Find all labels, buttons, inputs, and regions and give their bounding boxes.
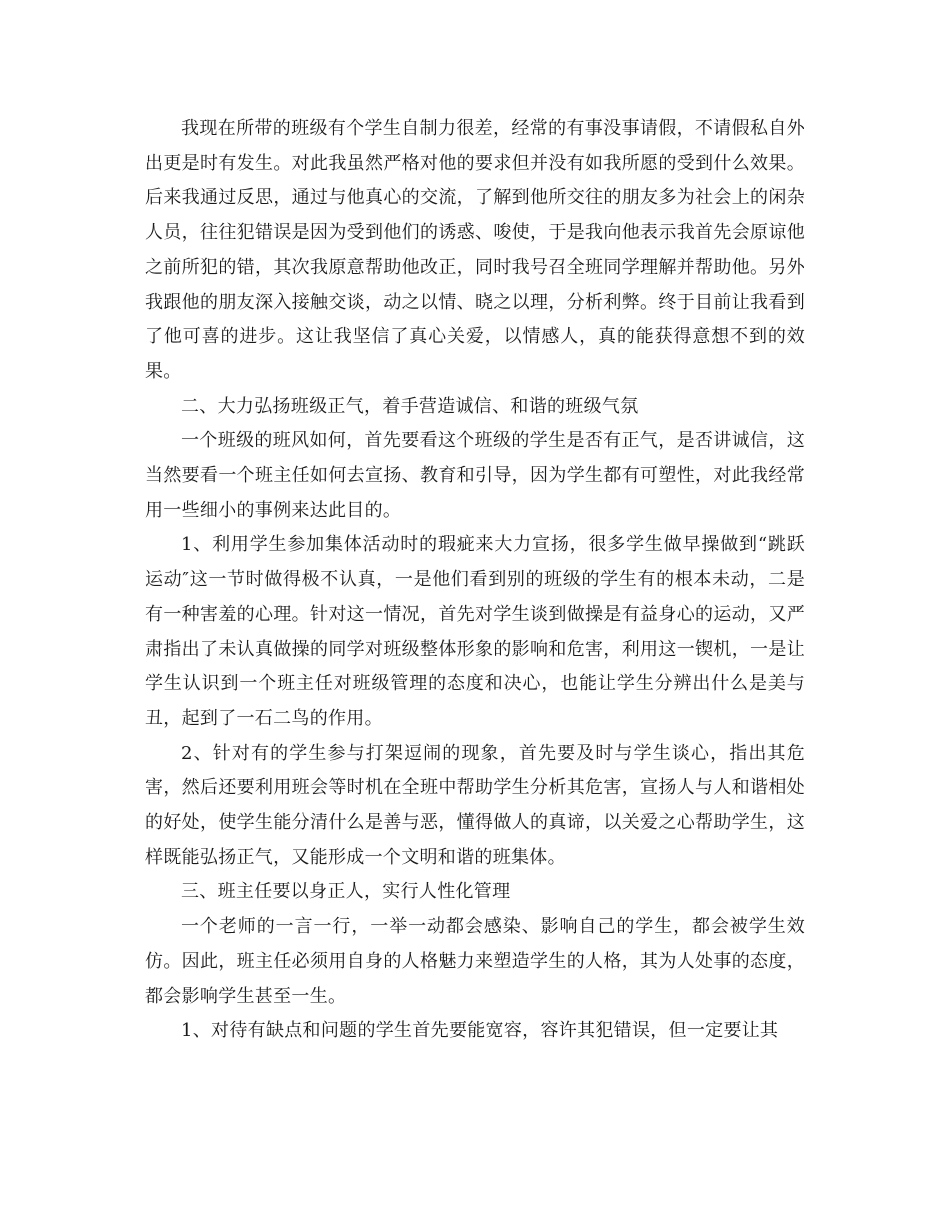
paragraph-item-one-tolerance: 1、对待有缺点和问题的学生首先要能宽容，容许其犯错误，但一定要让其	[181, 1020, 779, 1042]
paragraph-item-one-exercise: 1、利用学生参加集体活动时的瑕疵来大力宣扬，很多学生做早操做到“跳跃运动″这一节时做得极不认真，一是他们看到别的班级的学生有的根本未动，二是有一种害羞的心理。针对这一情况，首先对学生谈到做操是有益身心的运动，又严肃指出了未认真做操的同学对班级整体形象的影响和危害，利用这一锲机，一是让学生认识到一个班主任对班级管理的态度和决心，也能让学生分辨出什么是美与丑，起到了一石二鸟的作用。	[145, 534, 805, 729]
paragraph-item-two-fighting: 2、针对有的学生参与打架逗闹的现象，首先要及时与学生谈心，指出其危害，然后还要利用班会等时机在全班中帮助学生分析其危害，宣扬人与人和谐相处的好处，使学生能分清什么是善与恶，懂得做人的真谛，以关爱之心帮助学生，这样既能弘扬正气，又能形成一个文明和谐的班集体。	[145, 742, 805, 868]
paragraph-student-self-control: 我现在所带的班级有个学生自制力很差，经常的有事没事请假，不请假私自外出更是时有发生。对此我虽然严格对他的要求但并没有如我所愿的受到什么效果。后来我通过反思，通过与他真心的交流，了解到他所交往的朋友多为社会上的闲杂人员，往往犯错误是因为受到他们的诱惑、唆使，于是我向他表示我首先会原谅他之前所犯的错，其次我原意帮助他改正，同时我号召全班同学理解并帮助他。另外我跟他的朋友深入接触交谈，动之以情、晓之以理，分析利弊。终于目前让我看到了他可喜的进步。这让我坚信了真心关爱，以情感人，真的能获得意想不到的效果。	[145, 118, 805, 382]
heading-section-two: 二、大力弘扬班级正气，着手营造诚信、和谐的班级气氛	[181, 395, 639, 417]
paragraph-teacher-example: 一个老师的一言一行，一举一动都会感染、影响自己的学生，都会被学生效仿。因此，班主任必须用自身的人格魅力来塑造学生的人格，其为人处事的态度，都会影响学生甚至一生。	[145, 916, 805, 1007]
document-body	[145, 112, 805, 1049]
paragraph-class-atmosphere: 一个班级的班风如何，首先要看这个班级的学生是否有正气，是否讲诚信，这当然要看一个班主任如何去宣扬、教育和引导，因为学生都有可塑性，对此我经常用一些细小的事例来达此目的。	[145, 430, 805, 521]
heading-section-three: 三、班主任要以身正人，实行人性化管理	[181, 881, 511, 903]
